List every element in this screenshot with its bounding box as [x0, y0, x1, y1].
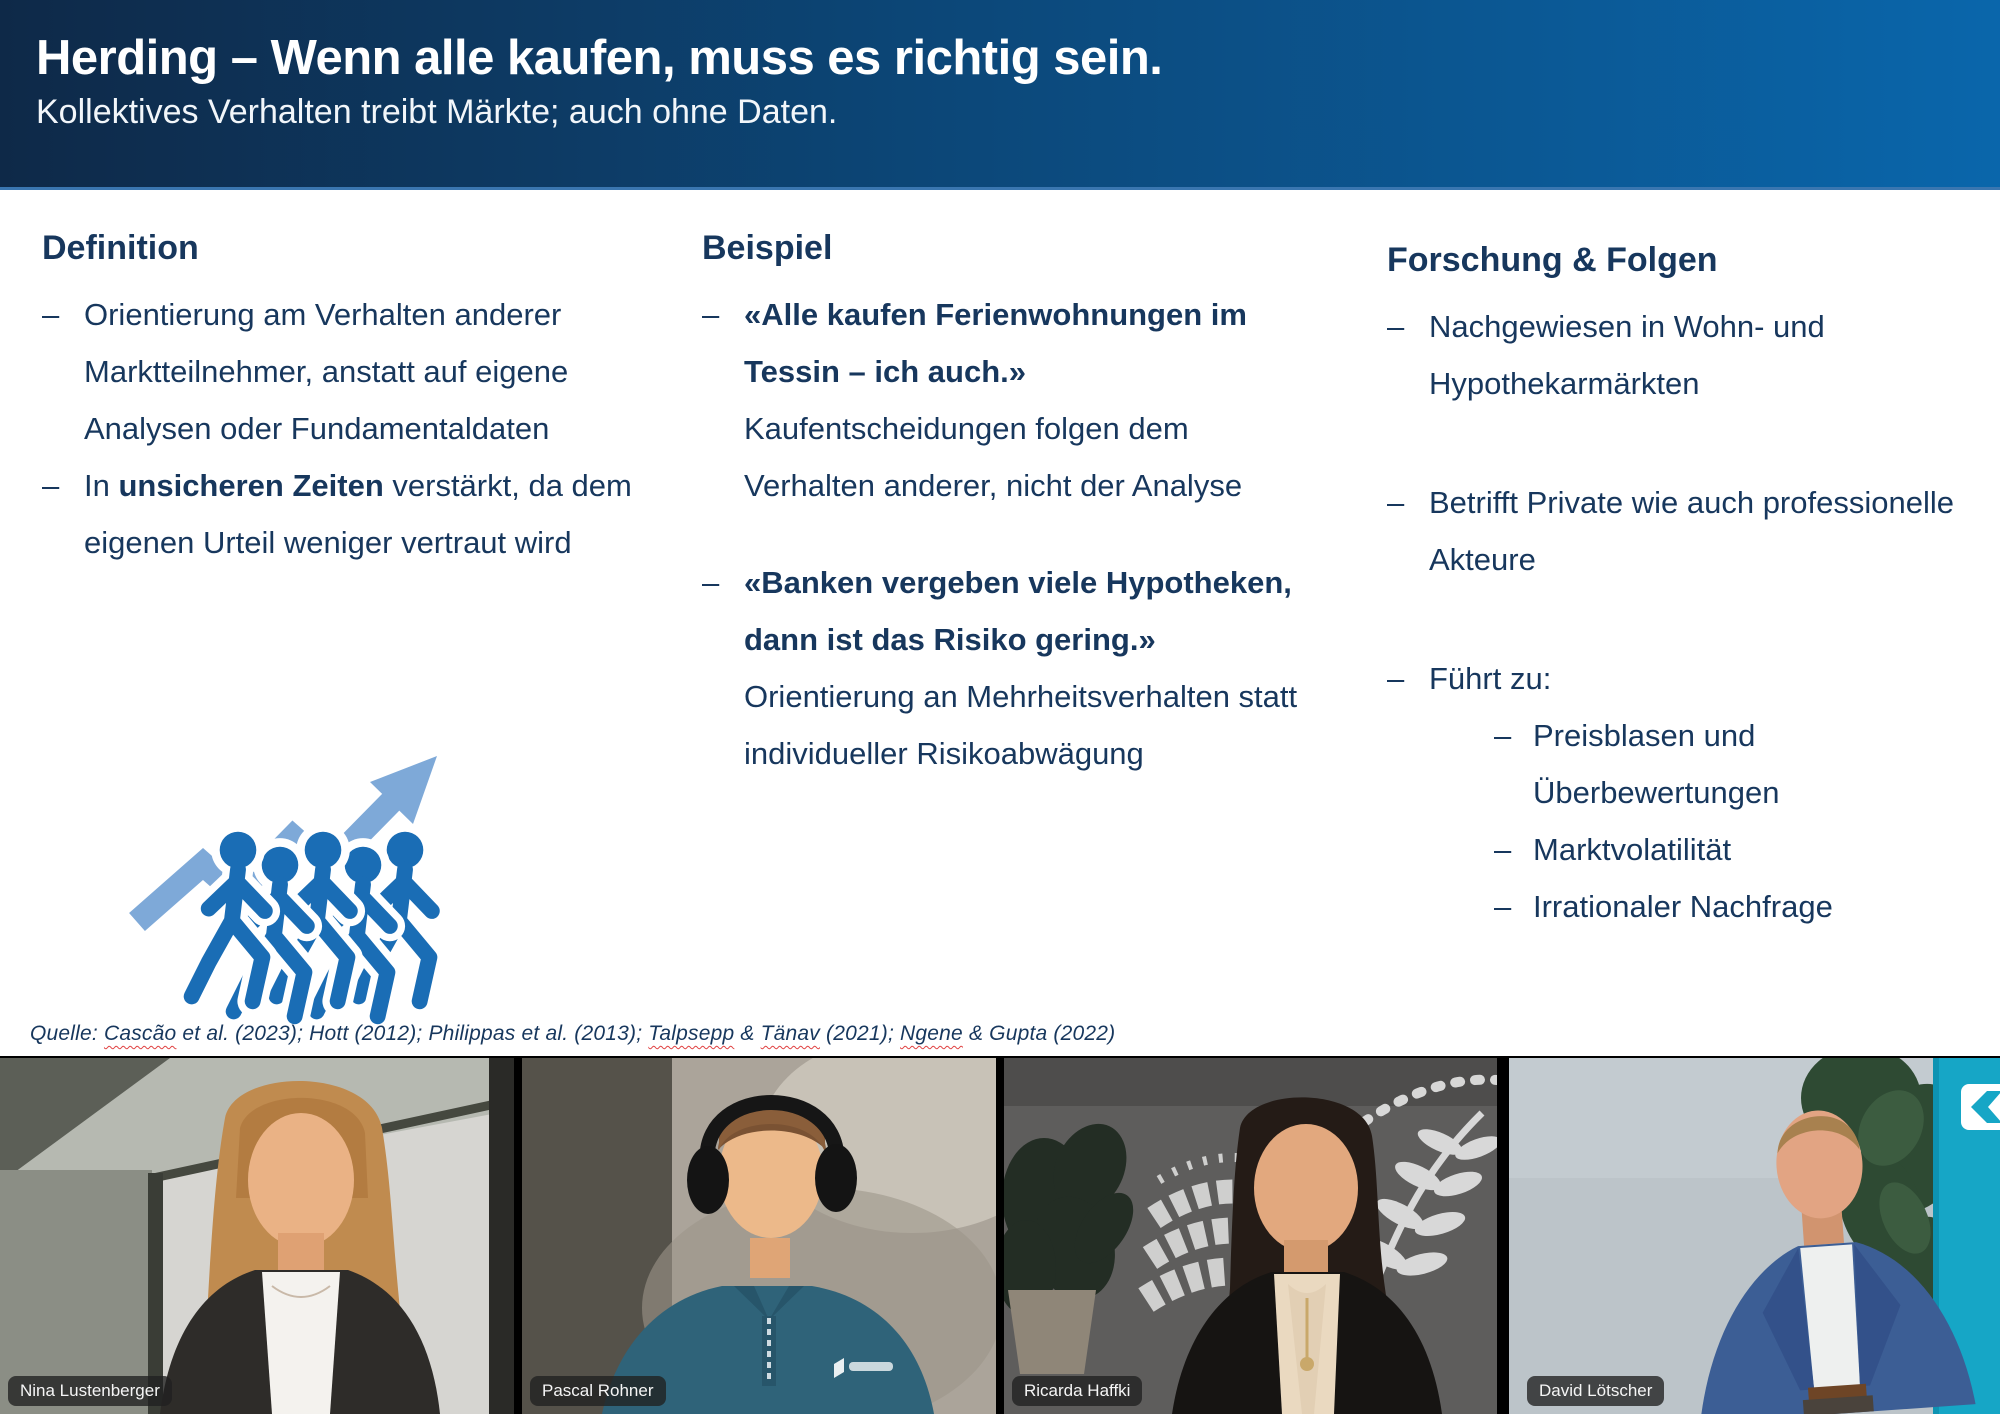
text-segment: «Banken vergeben viele Hypotheken, dann ist das Risiko gering.» [744, 565, 1292, 657]
bullet-item [1387, 650, 1987, 935]
source-text-part: Quelle: [30, 1022, 104, 1045]
bullet-text [744, 554, 1312, 782]
text-segment: unsicheren Zeiten [118, 468, 384, 503]
bullet-dash: – [42, 468, 60, 503]
participant-name-label: David Lötscher [1527, 1376, 1664, 1406]
bullet-dash: – [1387, 661, 1405, 696]
column-1 [702, 224, 1312, 822]
column-heading: Forschung & Folgen [1387, 241, 1718, 279]
bullet-text [84, 457, 682, 571]
sub-bullet-text: Irrationaler Nachfrage [1533, 889, 1833, 924]
video-tile-ricarda-haffki[interactable] [1004, 1058, 1497, 1414]
bullet-item [1387, 474, 1987, 588]
bullet-item [42, 457, 682, 571]
bullet-dash: – [1494, 889, 1512, 924]
slide-title: Herding – Wenn alle kaufen, muss es richtig sein. [36, 31, 1163, 85]
sub-bullet-text: Marktvolatilität [1533, 832, 1732, 867]
text-segment: Kaufentscheidungen folgen dem Verhalten anderer, nicht der Analyse [744, 411, 1243, 503]
text-segment: verstärkt, da dem eigenen Urteil weniger vertraut wird [84, 468, 632, 560]
column-heading: Beispiel [702, 229, 833, 267]
column-2 [1387, 236, 1987, 997]
bullet-text [1429, 650, 1987, 935]
bullet-item [1387, 298, 1987, 412]
participant-video-scene [522, 1058, 996, 1414]
bullet-text [1429, 298, 1987, 412]
bullet-text [84, 286, 682, 457]
text-segment: «Alle kaufen Ferienwohnungen im Tessin – ich auch.» [744, 297, 1247, 389]
slide-subtitle: Kollektives Verhalten treibt Märkte; auch ohne Daten. [36, 93, 838, 131]
bullet-dash: – [702, 297, 720, 332]
participant-name-label: Pascal Rohner [530, 1376, 666, 1406]
bullet-dash: – [1387, 485, 1405, 520]
sub-bullet-item [1494, 878, 1987, 935]
video-tile-pascal-rohner[interactable] [522, 1058, 996, 1414]
text-segment: Nachgewiesen in Wohn- und Hypothekarmärkten [1429, 309, 1825, 401]
participant-video-scene [1509, 1058, 2000, 1414]
text-segment: Betrifft Private wie auch professionelle Akteure [1429, 485, 1954, 577]
herding-people-trend-icon [125, 742, 455, 1027]
source-text-part: (2021); [820, 1022, 901, 1045]
bullet-dash: – [1494, 718, 1512, 753]
bullet-dash: – [42, 297, 60, 332]
participant-name-label: Nina Lustenberger [8, 1376, 172, 1406]
column-heading: Definition [42, 229, 199, 267]
bullet-text [744, 286, 1312, 514]
text-segment: Führt zu: [1429, 661, 1552, 696]
video-tile-david-loetscher[interactable] [1509, 1058, 2000, 1414]
video-call-strip [0, 1056, 2000, 1414]
sub-bullet-text: Preisblasen und Überbewertungen [1533, 718, 1780, 810]
source-text-part: Talpsepp [648, 1022, 735, 1045]
source-text-part: Tänav [760, 1022, 820, 1045]
source-text-part: Ngene [900, 1022, 963, 1045]
bullet-item [702, 286, 1312, 514]
source-text-part: & Gupta (2022) [962, 1022, 1116, 1045]
text-segment: Orientierung an Mehrheitsverhalten statt individueller Risikoabwägung [744, 679, 1298, 771]
text-segment: In [84, 468, 119, 503]
text-segment: Orientierung am Verhalten anderer Marktteilnehmer, anstatt auf eigene Analysen oder Fundamentaldaten [84, 297, 569, 446]
source-citation [30, 1022, 1730, 1046]
source-text-part: & [734, 1022, 761, 1045]
source-text-part: Cascão [103, 1022, 177, 1045]
bullet-dash: – [1494, 832, 1512, 867]
participant-video-scene [1004, 1058, 1497, 1414]
video-tile-nina-lustenberger[interactable] [0, 1058, 514, 1414]
sub-bullet-item [1494, 707, 1987, 821]
slide-header [0, 0, 2000, 190]
sub-bullet-list [1494, 707, 1987, 935]
sub-bullet-item [1494, 821, 1987, 878]
bullet-item [702, 554, 1312, 782]
participant-name-label: Ricarda Haffki [1012, 1376, 1142, 1406]
source-text-part: et al. (2023); Hott (2012); Philippas et al. (2013); [176, 1022, 649, 1045]
bullet-text [1429, 474, 1987, 588]
participant-video-scene [0, 1058, 514, 1414]
bullet-item [42, 286, 682, 457]
bullet-dash: – [1387, 309, 1405, 344]
bullet-dash: – [702, 565, 720, 600]
column-0 [42, 224, 682, 571]
